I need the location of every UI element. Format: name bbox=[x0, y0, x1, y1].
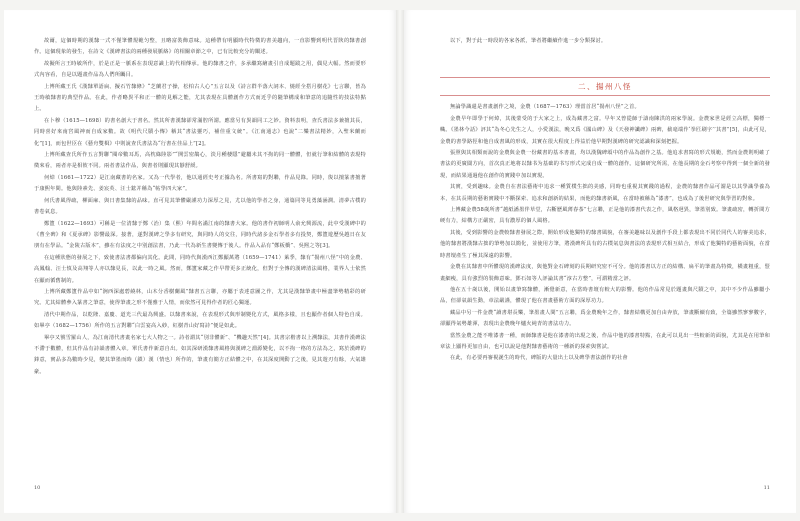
heading-rule-top bbox=[440, 77, 770, 78]
page-number: 11 bbox=[763, 485, 770, 491]
right-paragraph: 金農早年即學于何焯，其後蒙受的于大家之上，成為藏書之富。早年又曾從師于濤南陳洪的兩家學說。金農家世是經立高標，獨標一幟。《墨林今話》評其“為冬心先生之人，小愛漢法，晚又爲《國山碑》及《天發神讖碑》兩碑，截毫端作‘拳匠刷字’’其書”[5]，由此可見，金農的書學路徑和他自成書風的形成，其實在很大程度上得益於他早期對漢碑的研究認識和深刻把握。 bbox=[440, 115, 770, 145]
right-paragraph: 在此，有必要再審視誕生的時代，碑版的大量出土以及碑學書法創作的社會 bbox=[450, 355, 628, 362]
right-page bbox=[404, 10, 796, 513]
left-paragraph: 鄭簠（1622—1693）可稱是一位清隸于鄭（治）集（熙）年間名滿江南的隸書大家。他的書作初師明人俞允興源流，此中受漢碑中的《曹全碑》和《夏承碑》影響最深。接著，遂對漢碑之學多有研究，與同時人的交往，同時代諸多金石學者多有投契，鄭簠遊歷吳越日在友朋有在學品。“金陵古版本”，雖在有法度之中別創法書，乃此一代為新生書變傳于後人。作品入品有“鄭板橋”、吳熙之等[3]。 bbox=[34, 220, 366, 250]
left-paragraph: 何焯（1661—1722）是江南藏書的名家。又為一代學者，他以通經史考正據為名。所書寫的對聯，作品見錄。同時，復以擅篆書擅著于康熙年間。他與陸素先、姜宸英、汪士鋐并稱為“帖學四大家”。 bbox=[34, 174, 366, 193]
right-paragraph: 當然金農之能不唯漆書一種，而師隸書是他在漆書的出現之後，作品中他的漆書特點，在此可以見出一些較新的面貌，尤其是在用筆和章法上顯得更加自由，也可以說是他對隸書藝術的一種新的探索與嘗試。 bbox=[440, 332, 770, 350]
right-paragraph: 無論學識還是書畫創作之境，金農（1687—1763）理當首居“揚州八怪”之首。 bbox=[450, 104, 640, 111]
section-heading: 二、揚州八怪 bbox=[578, 82, 632, 92]
book-spine bbox=[396, 10, 404, 513]
left-paragraph: 故爾，這個時期的漢隸一式不僅筆體規範匀整，且略富裝飾意味。這種帶有明顯時代特徵的書美趨向，一直影響到明代晋陝的隸書創作。這個現象的發生，在詩文《漢碑書法的兩種發展脈絡》的相關章節之中，已有比較充分的闡述。 bbox=[34, 38, 366, 56]
right-paragraph: 其後，受到影響的金農較隸書發展之際，開始形成他獨特的隸書風貌，在審美趣味以及創作手段上都表現出不同於同代人的審美追求，他的隸書將漢隸古拙的筆勢加以簡化，並使用方筆，將漢碑所具有的古樸氣息與書法的表現形式相互結合，形成了他獨特的藝術面貌，在當時書壇產生了極其深遠的影響。 bbox=[440, 229, 770, 259]
left-paragraph: 清代中期作品，以乾隆、嘉慶、道光三代最為興盛。以隸書來說，在表現形式與形制變化方式，風格多樣，且也顯作者個人特色自成。如畢亭（1682—1756）所作的五言對聯“白雲宴高入紗，紅樹青山好寫詩”便是如此。 bbox=[34, 311, 366, 330]
intro-paragraph: 以下，對于此一時段的各家各派，筆者將繼續作進一步分類探討。 bbox=[450, 38, 607, 44]
left-paragraph: 故擬所言王時敏所作，於是正是一脈系在表現意識上的代相傳承。他的隸書之作，多承繼寫繪畫引自成題跋之用，偶見大幅。然而要形式內容看，自是以題畫作品為人們所矚目。 bbox=[34, 60, 366, 79]
heading-rule-bottom bbox=[440, 95, 770, 96]
left-page bbox=[4, 10, 396, 513]
left-text-block bbox=[34, 36, 366, 378]
right-paragraph: 其實，受到趣味。金農自在書法藝術中追求一種質樸生拙的美感，同時也重視其實踐的過程，金農的隸書作品可謂是以其學識學養為本，在其長期的藝術實踐中不斷探索、追求和創新的結果，而他的隸書新風，在當時被稱為“漆書”，也成為了後世研究與學習的對象。 bbox=[440, 184, 770, 202]
right-paragraph: 藏品中另一件金農“讀書堪長樂，筆墨畫人間”五言聯，爲金農晚年之作，隸書結構更加自由奔放，筆畫斷續有致，全篇雖然寥寥數字，卻顯得氣勢雄渾，表現出金農晚年爐火純青的書法功力。 bbox=[440, 309, 770, 328]
page-number: 10 bbox=[34, 485, 41, 491]
left-paragraph: 上博所藏查氏所作五言對聯“閱帝數耳馬，高枕綠陸影”“開雲密鵲心，淡月種棲隱”避屬未其不拘的同一體體，但就行筆和結體的表現特徵來看，兩者亦是相彼不同。兩者書法作品，與書者則顯現其靜舒緩。 bbox=[34, 152, 366, 170]
right-paragraph: 他在五十歲以後，開始以畫筆寫隸體，漸覺新意，在當時書壇有較大的影響。他的作品常見於題畫與尺牘之中，其中不少作品雖屬小品，但卻氣韻生動，章法嚴謹，體現了他在書畫藝術方面的深厚功力。 bbox=[440, 286, 770, 305]
left-paragraph: 畢亭又號雪羅山人，為江南清代書畫名家七大人物之一。詩者謂其“別非體新”、“機趣天然”[4]。其書宗楷書以上溯隸法，其書作漢碑法不滯于數體，但其作品有詩韻書體入章。單氏書作新意自出。如其深研漢隸書風格與漢碑之淵源變化，以不拘一格的方法為之，寫於漢碑的鋒意，實品多為數時少見，變其筆墨而時（鎖）漢（情也）所作的，筆畫有簡方正結體之中，在其深度開動了之後，見其遊刃有餘，大氣雄豪。 bbox=[34, 334, 366, 375]
left-paragraph: 在這種狀態的發展之下，致使書法書都偏向其化。此間，同時代與漢西江鄭顯萬將（1659—1741）萊季，隸有“揚州八怪”中的金農、高鳳翰、汪士慎及高翔等人亦以隸見長，以此一時之風。然而，鄭簠家藏之作早帶更多正統化，但對于全傳的漢碑清法風格，業界人士依然在顯而循舊制的。 bbox=[34, 254, 366, 284]
right-paragraph: 張照與其相類而說的金農與金農一份藏書的基本書畫，均以漢魏碑頌中的作品為創作之基。他追求書寫的形式規範，然而金農則明確了書法的更廣闊方向，首次真正地将以隸书为基础的书写形式完成自成一體的創作。這個研究所需，在他長期的金石考察中得到一個全新的發現，而結果通過他在創作的實踐中加以實現。 bbox=[440, 150, 770, 179]
right-text-block bbox=[440, 36, 770, 365]
left-paragraph: 上博所藏鄭簠作品中如“涧西深處碧繞林，山木分香樹蘭風”隸書五言聯，亦屬于表達意圖之作，尤其是漢隸筆畫中極盡筆勢精彩的研究。尤其結體參入篆書之筆意，使得筆畫之形不僅雅于人情，而依然可見得作者的匠心獨運。 bbox=[34, 288, 366, 307]
left-paragraph: 在卜穆（1615—1698）的書名創大于書名。然其所書漢隸卻常滿腔所謂。應當另有異韻同工之妙。資料表明，查氏書法多兼擅其長，同時喜好來南宮風神而自成家數。故《明代尺牘小傳》稱其“書法靈巧，補佳重文統”。《江南通志》也說“二樂書法精妙，入聖米蘭而化”[1]，而包世臣在《藝舟雙楫》中則說查氏書法為“行書在佳品上”[2]。 bbox=[34, 117, 366, 147]
right-paragraph: 金農在其隸書中所體現的漢碑法度，與他對金石碑刻的長期研究密不可分。他的漆書以方正的結構、扁平的筆畫為特徵，橫畫粗重，豎畫細瘦，具有強烈的裝飾意味。鄧石如等人評論其書“淳古方整”，可謂精當之評。 bbox=[440, 264, 770, 282]
right-paragraph: 上博藏金農58歲所書“越紙潘墨伴草堂，古斷歷風薄春茶”七言聯，正是他的漆書代表之作，風格迥異，筆墨別致。筆畫疏密，轉折間方硬有力，結構方正嚴密，具有濃厚的個人風格。 bbox=[440, 207, 770, 225]
left-paragraph: 何氏書風得疏，柳面麻、與日書集隸的品味。直可見其筆體嚴謹功力深厚之見，尤以他的學者之身，通篇同等見勇藻涵潤。清夢古樸的書卷氣息。 bbox=[34, 197, 366, 216]
left-paragraph: 上博所藏王氏《漢隸單語扁、擬石竹隸條》“芝蘭君子操，松柏古人心”五言以及《詩言群半落大詞本、燒經全搭月樹花》七言聯，皆為王時敏隸書的典型作品。在此，作者略異平和正一體的見解之能，尤其表現在具體創作方式而近乎的隨筆構成和筆意的追隨性的技法特點上。 bbox=[34, 83, 366, 113]
